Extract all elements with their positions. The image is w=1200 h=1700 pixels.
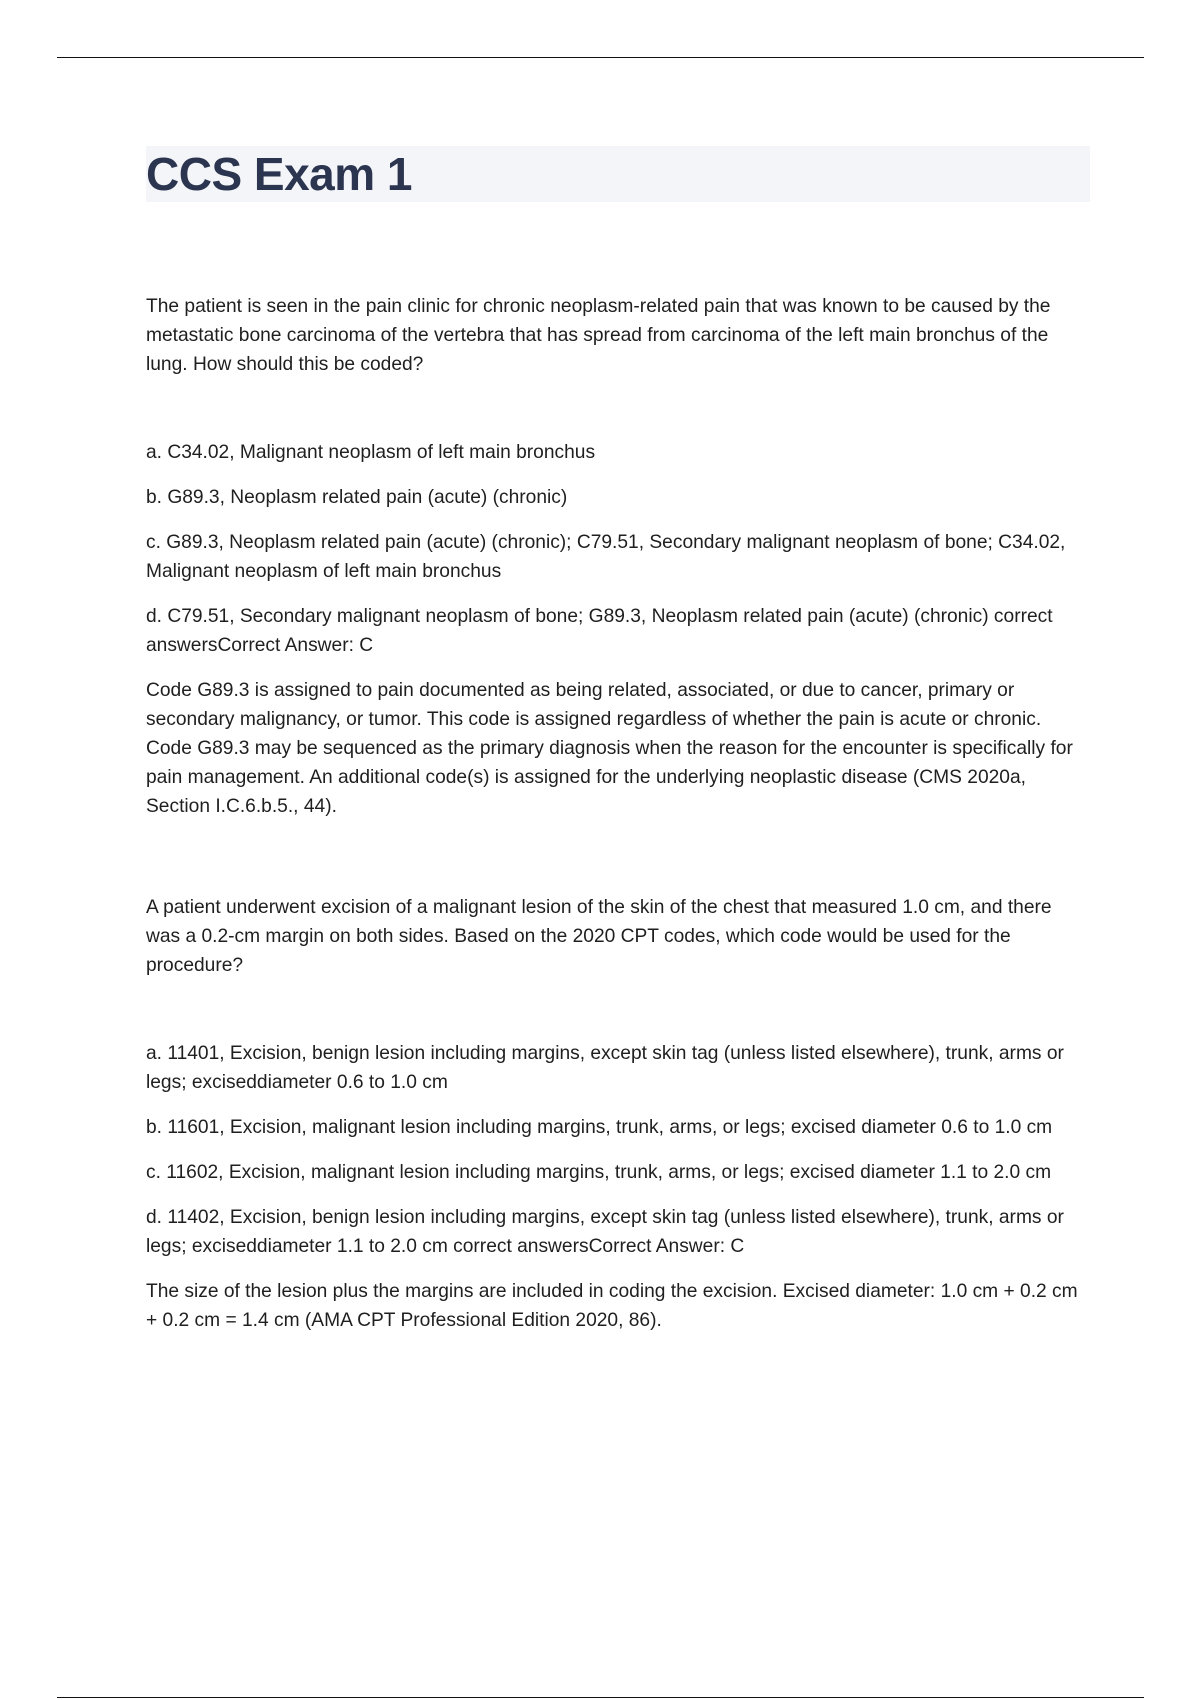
document-title: CCS Exam 1 xyxy=(146,148,413,200)
answer-option-a: a. C34.02, Malignant neoplasm of left main bronchus xyxy=(146,442,596,463)
question-spacer xyxy=(146,821,1090,893)
question-block-1 xyxy=(146,292,1090,821)
answer-option-b: b. G89.3, Neoplasm related pain (acute) (chronic) xyxy=(146,487,568,508)
answer-option-a: a. 11401, Excision, benign lesion including margins, except skin tag (unless listed elsewhere), trunk, arms or legs; exciseddiameter 0.6 to 1.0 cm xyxy=(146,1043,1064,1093)
document-body xyxy=(146,292,1090,1335)
answer-option-d: d. C79.51, Secondary malignant neoplasm of bone; G89.3, Neoplasm related pain (acute) (chronic) correct answersCorrect Answer: C xyxy=(146,606,1053,656)
answer-explanation: Code G89.3 is assigned to pain documented as being related, associated, or due to cancer, primary or secondary malignancy, or tumor. This code is assigned regardless of whether the pain is acute or chronic. Code G89.3 may be sequenced as the primary diagnosis when the reason for the encounter is specifically for pain management. An additional code(s) is assigned for the underlying neoplastic disease (CMS 2020a, Section I.C.6.b.5., 44). xyxy=(146,680,1073,817)
answer-option-c: c. G89.3, Neoplasm related pain (acute) (chronic); C79.51, Secondary malignant neoplasm of bone; C34.02, Malignant neoplasm of left main bronchus xyxy=(146,532,1066,582)
question-block-2 xyxy=(146,893,1090,1335)
bottom-divider xyxy=(57,1697,1144,1698)
title-banner xyxy=(146,146,1090,202)
answer-option-c: c. 11602, Excision, malignant lesion including margins, trunk, arms, or legs; excised diameter 1.1 to 2.0 cm xyxy=(146,1162,1052,1183)
question-text: A patient underwent excision of a malignant lesion of the skin of the chest that measured 1.0 cm, and there was a 0.2-cm margin on both sides. Based on the 2020 CPT codes, which code would be used for the procedure? xyxy=(146,897,1052,976)
top-divider xyxy=(57,57,1144,58)
answer-explanation: The size of the lesion plus the margins are included in coding the excision. Excised diameter: 1.0 cm + 0.2 cm + 0.2 cm = 1.4 cm (AMA CPT Professional Edition 2020, 86). xyxy=(146,1281,1078,1331)
answer-option-b: b. 11601, Excision, malignant lesion including margins, trunk, arms, or legs; excised diameter 0.6 to 1.0 cm xyxy=(146,1117,1053,1138)
answer-option-d: d. 11402, Excision, benign lesion including margins, except skin tag (unless listed elsewhere), trunk, arms or legs; exciseddiameter 1.1 to 2.0 cm correct answersCorrect Answer: C xyxy=(146,1207,1064,1257)
question-text: The patient is seen in the pain clinic for chronic neoplasm-related pain that was known to be caused by the metastatic bone carcinoma of the vertebra that has spread from carcinoma of the left main bronchus of the lung. How should this be coded? xyxy=(146,296,1051,375)
